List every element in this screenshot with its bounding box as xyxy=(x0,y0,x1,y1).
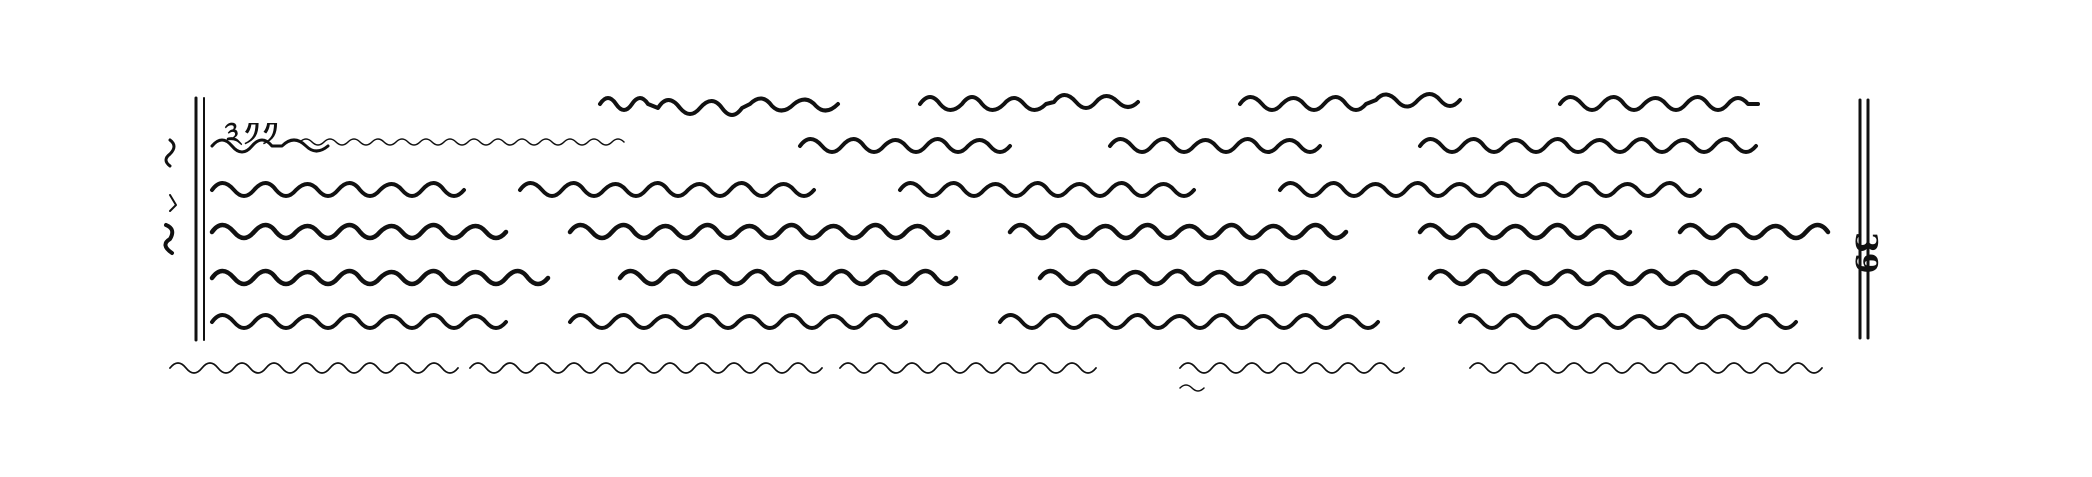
script-line-6 xyxy=(212,315,1796,328)
left-margin-marks xyxy=(165,140,176,253)
folio-right-number: 39 xyxy=(1848,232,1883,274)
script-line-5 xyxy=(212,271,1766,284)
script-line-2 xyxy=(212,139,1756,152)
margin-note xyxy=(170,363,1822,391)
script-line-4 xyxy=(212,225,1828,238)
folio-left-number: ༣༡༡ xyxy=(224,115,281,155)
script-line-3 xyxy=(212,183,1700,196)
script-line-1 xyxy=(600,90,1850,115)
